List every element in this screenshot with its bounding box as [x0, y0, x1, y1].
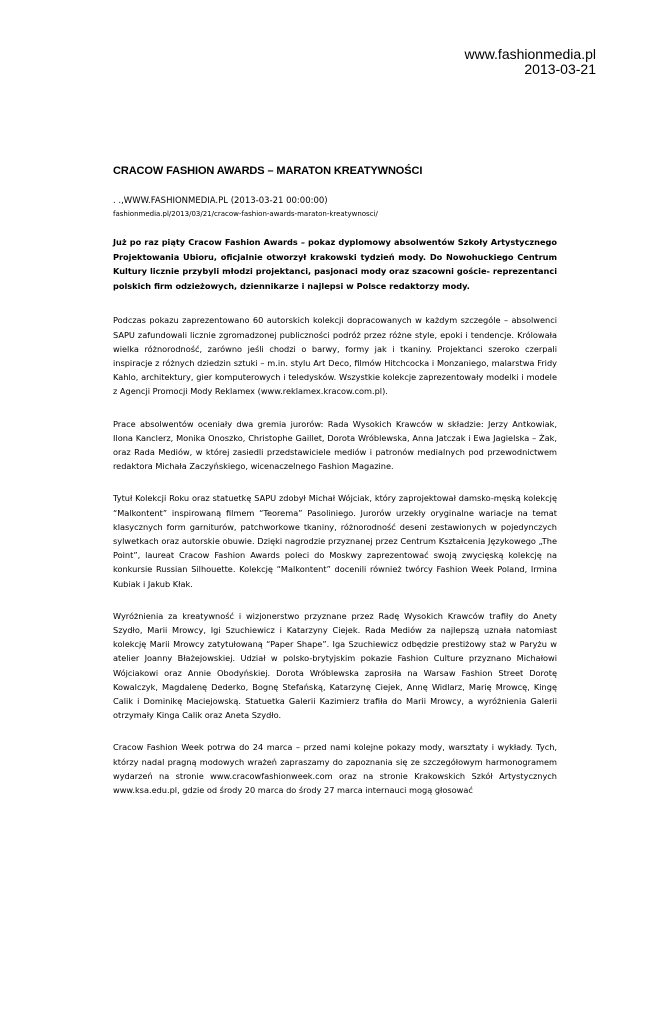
- article-lead: Już po raz piąty Cracow Fashion Awards – pokaz dyplomowy absolwentów Szkoły Artystycznego Projektowania Ubioru, oficjalnie otworzył krakowski tydzień mody. Do Nowohuckiego Centrum Kultury licznie przybyli młodzi projektanci, pasjonaci mody oraz szacowni goście- reprezentanci polskich firm odzieżowych, dziennikarze i najlepsi w Polsce redaktorzy mody.: [113, 237, 557, 291]
- header-date: 2013-03-21: [524, 61, 596, 77]
- article: [113, 165, 557, 815]
- article-title: CRACOW FASHION AWARDS – MARATON KREATYWNOŚCI: [113, 165, 423, 177]
- article-paragraph: Prace absolwentów oceniały dwa gremia jurorów: Rada Wysokich Krawców w składzie: Jerzy Antkowiak, Ilona Kanclerz, Monika Onoszko, Christophe Gaillet, Dorota Wróblewska, Anna Jatczak i Ewa Jagielska – Żak, oraz Rada Mediów, w której zasiedli przedstawiciele mediów i patronów medialnych pod przewodnictwem redaktora Michała Zaczyńskiego, wicenaczelnego Fashion Magazine.: [113, 418, 557, 472]
- article-paragraph: Tytuł Kolekcji Roku oraz statuetkę SAPU zdobył Michał Wójciak, który zaprojektował damsko-męską kolekcję “Malkontent” inspirowaną filmem “Teorema” Pasoliniego. Jurorów urzekły oryginalne wariacje na temat klasycznych form garniturów, patchworkowe tkaniny, różnorodność deseni zestawionych w pojedynczych sylwetkach oraz autorskie obuwie. Dzięki nagrodzie przyznanej przez Centrum Kształcenia Językowego „The Point”, laureat Cracow Fashion Awards poleci do Moskwy zaprezentować swoją zwycięską kolekcję na konkursie Russian Silhouette. Kolekcję “Malkontent” docenili również twórcy Fashion Week Poland, Irmina Kubiak i Jakub Kłak.: [113, 493, 557, 589]
- document-header: [464, 47, 596, 77]
- article-paragraph: Wyróżnienia za kreatywność i wizjonerstwo przyznane przez Radę Wysokich Krawców trafiły do Anety Szydło, Marii Mrowcy, Igi Szuchiewicz i Katarzyny Ciejek. Rada Mediów za najlepszą uznała natomiast kolekcję Marii Mrowcy zatytułowaną “Paper Shape”. Iga Szuchiewicz odbędzie prestiżowy staż w Paryżu w atelier Joanny Błażejowskiej. Udział w polsko-brytyjskim pokazie Fashion Culture przyznano Michałowi Wójciakowi oraz Annie Obodyńskiej. Dorota Wróblewska zaprosiła na Warsaw Fashion Street Dorotę Kowalczyk, Magdalenę Dederko, Bognę Stefańską, Katarzynę Ciejek, Annę Widlarz, Marię Mrowcę, Kingę Calik i Dominikę Maciejowską. Statuetka Galerii Kazimierz trafiła do Marii Mrowcy, a wyróżnienia Galerii otrzymały Kinga Calik oraz Aneta Szydło.: [113, 610, 557, 721]
- site-name: www.fashionmedia.pl: [464, 46, 596, 62]
- article-source: . .,WWW.FASHIONMEDIA.PL (2013-03-21 00:00:00): [113, 196, 328, 206]
- article-paragraph: Podczas pokazu zaprezentowano 60 autorskich kolekcji dopracowanych w każdym szczególe – absolwenci SAPU zafundowali licznie zgromadzonej publiczności podróż przez różne style, epoki i tendencje. Królowała wielka różnorodność, zarówno jeśli chodzi o barwy, formy jak i tkaniny. Projektanci szeroko czerpali inspiracje z różnych dziedzin sztuki – m.in. stylu Art Deco, filmów Hitchcocka i Monzaniego, malarstwa Fridy Kahlo, architektury, gier komputerowych i teledysków. Wszystkie kolekcje zaprezentowały modelki i modele z Agencji Promocji Mody Reklamex (www.reklamex.kracow.com.pl).: [113, 315, 557, 397]
- article-paragraph: Cracow Fashion Week potrwa do 24 marca – przed nami kolejne pokazy mody, warsztaty i wykłady. Tych, którzy nadal pragną modowych wrażeń zapraszamy do zapoznania się ze szczegółowym harmonogramem wydarzeń na stronie www.cracowfashionweek.com oraz na stronie Krakowskich Szkół Artystycznych www.ksa.edu.pl, gdzie od środy 20 marca do środy 27 marca internauci mogą głosować: [113, 742, 557, 796]
- article-url: fashionmedia.pl/2013/03/21/cracow-fashion-awards-maraton-kreatywnosci/: [113, 210, 378, 218]
